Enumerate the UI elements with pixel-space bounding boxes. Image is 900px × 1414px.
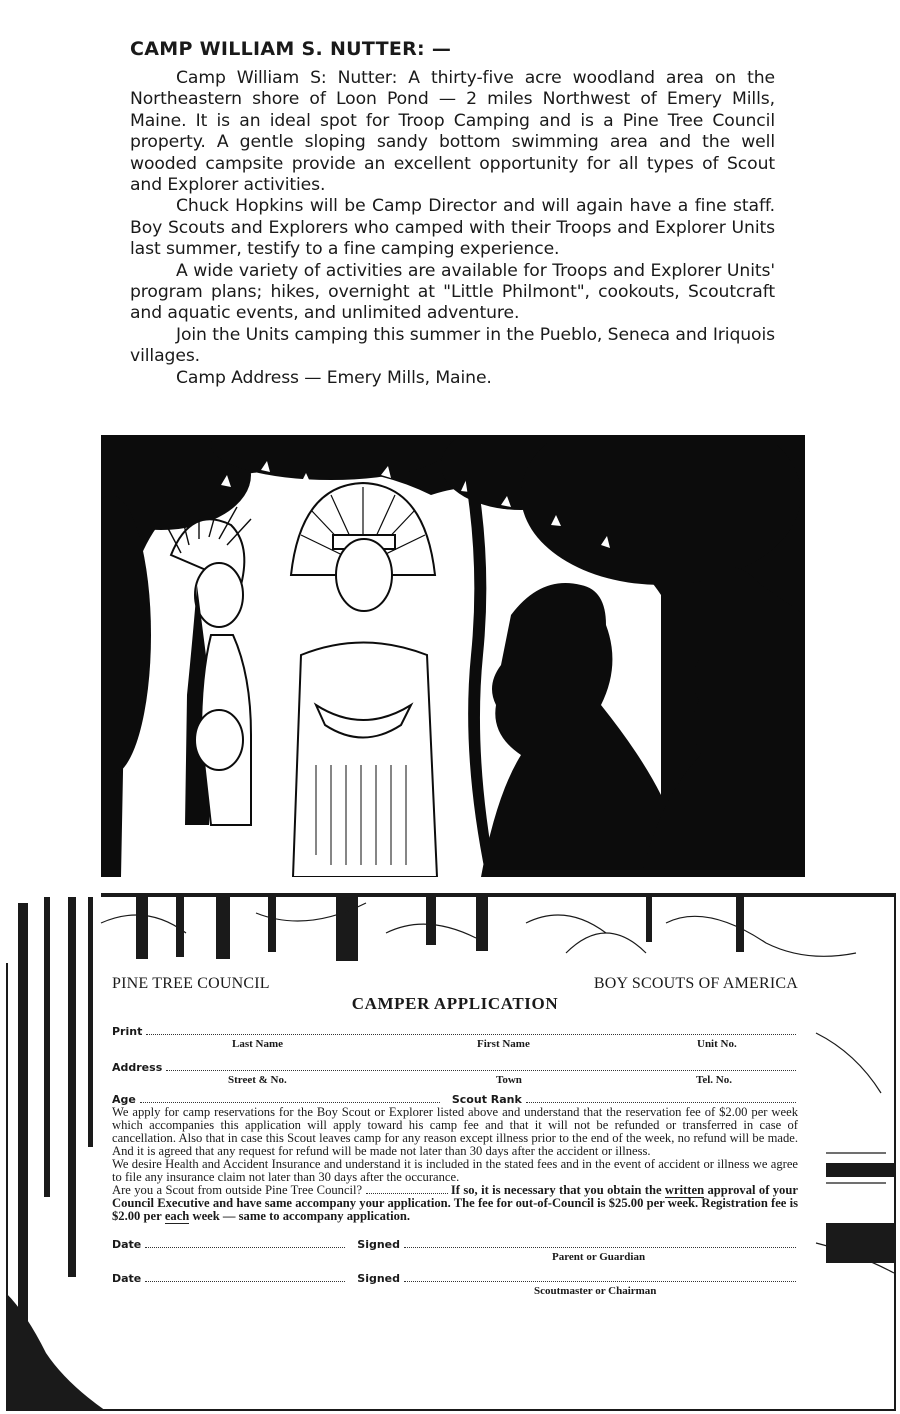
- name-field[interactable]: [146, 1024, 796, 1035]
- outside-council-answer[interactable]: [366, 1193, 448, 1194]
- print-label: Print: [112, 1025, 143, 1038]
- signed-label-2: Signed: [357, 1272, 401, 1285]
- outside-council-question: Are you a Scout from outside Pine Tree Council?: [112, 1183, 363, 1197]
- reservation-paragraph: We apply for camp reservations for the Boy Scout or Explorer listed above and understand that the reservation fee of $2.00 per week which accompanies this application will apply toward his camp fee and that it will not be refunded or transferred in case of cancellation. Also that in case this Scout leaves camp for any reason except illness prior to the end of the week, no refund will be made. And it is agreed that any request for refund will be made not later than 30 days after the accident or illness.: [112, 1105, 798, 1158]
- campfire-scene-drawing: [101, 435, 805, 877]
- org-right-label: BOY SCOUTS OF AMERICA: [593, 975, 798, 992]
- article: [130, 38, 775, 389]
- signature-field-2[interactable]: [404, 1271, 796, 1282]
- written-word: written: [664, 1183, 705, 1197]
- date-label-1: Date: [112, 1238, 142, 1251]
- form-title: CAMPER APPLICATION: [351, 994, 559, 1013]
- last-name-label: Last Name: [232, 1038, 284, 1050]
- date-label-2: Date: [112, 1272, 142, 1285]
- article-paragraph-5: Camp Address — Emery Mills, Maine.: [176, 367, 492, 388]
- rank-label: Scout Rank: [451, 1093, 522, 1106]
- street-label: Street & No.: [228, 1074, 287, 1086]
- approval-text: approval of your Council Executive and have same accompany your application. The fee for out-of-Council is $25.00 per week. Registration fee is $2.00 per: [112, 1183, 798, 1223]
- first-name-label: First Name: [477, 1038, 530, 1050]
- address-label: Address: [112, 1061, 163, 1074]
- registration-text: week — same to accompany application.: [192, 1209, 411, 1223]
- campfire-illustration: [101, 435, 805, 877]
- article-paragraph-2: Chuck Hopkins will be Camp Director and will again have a fine staff. Boy Scouts and Explorers who camped with their Troops and Explorer Units last summer, testify to a fine camping experience.: [130, 196, 775, 260]
- signature-field-1[interactable]: [404, 1237, 796, 1248]
- if-so-text: If so, it is necessary that you obtain the: [450, 1183, 662, 1197]
- signed-label-1: Signed: [357, 1238, 401, 1251]
- address-field[interactable]: [166, 1060, 796, 1071]
- date-field-1[interactable]: [145, 1237, 345, 1248]
- each-word: each: [164, 1209, 190, 1223]
- article-paragraph-1: Camp William S: Nutter: A thirty-five acre woodland area on the Northeastern shore of Loon Pond — 2 miles Northwest of Emery Mills, Maine. It is an ideal spot for Troop Camping and is a Pine Tree Council property. A gentle sloping sandy bottom swimming area and the well wooded campsite provide an excellent opportunity for all types of Scout and Explorer activities.: [130, 68, 775, 196]
- town-label: Town: [496, 1074, 522, 1086]
- tel-label: Tel. No.: [696, 1074, 732, 1086]
- article-heading: CAMP WILLIAM S. NUTTER: —: [130, 38, 452, 60]
- age-field[interactable]: [140, 1092, 440, 1103]
- scoutmaster-label: Scoutmaster or Chairman: [534, 1285, 657, 1297]
- parent-guardian-label: Parent or Guardian: [552, 1251, 646, 1263]
- age-label: Age: [112, 1093, 136, 1106]
- rank-field[interactable]: [526, 1092, 796, 1103]
- insurance-paragraph: We desire Health and Accident Insurance and understand it is included in the stated fees and in the event of accident or illness we agree to file any insurance claim not later than 30 days after the occurance.: [112, 1157, 798, 1184]
- camper-application-form: [112, 975, 798, 1297]
- unit-no-label: Unit No.: [697, 1038, 737, 1050]
- date-field-2[interactable]: [145, 1271, 345, 1282]
- article-paragraph-4: Join the Units camping this summer in the Pueblo, Seneca and Iriquois villages.: [130, 324, 775, 367]
- article-paragraph-3: A wide variety of activities are available for Troops and Explorer Units' program plans; hikes, overnight at "Little Philmont", cookouts, Scoutcraft and aquatic events, and unlimited adventure.: [130, 260, 775, 324]
- out-of-council-paragraph: [112, 1184, 798, 1223]
- org-left-label: PINE TREE COUNCIL: [112, 975, 270, 992]
